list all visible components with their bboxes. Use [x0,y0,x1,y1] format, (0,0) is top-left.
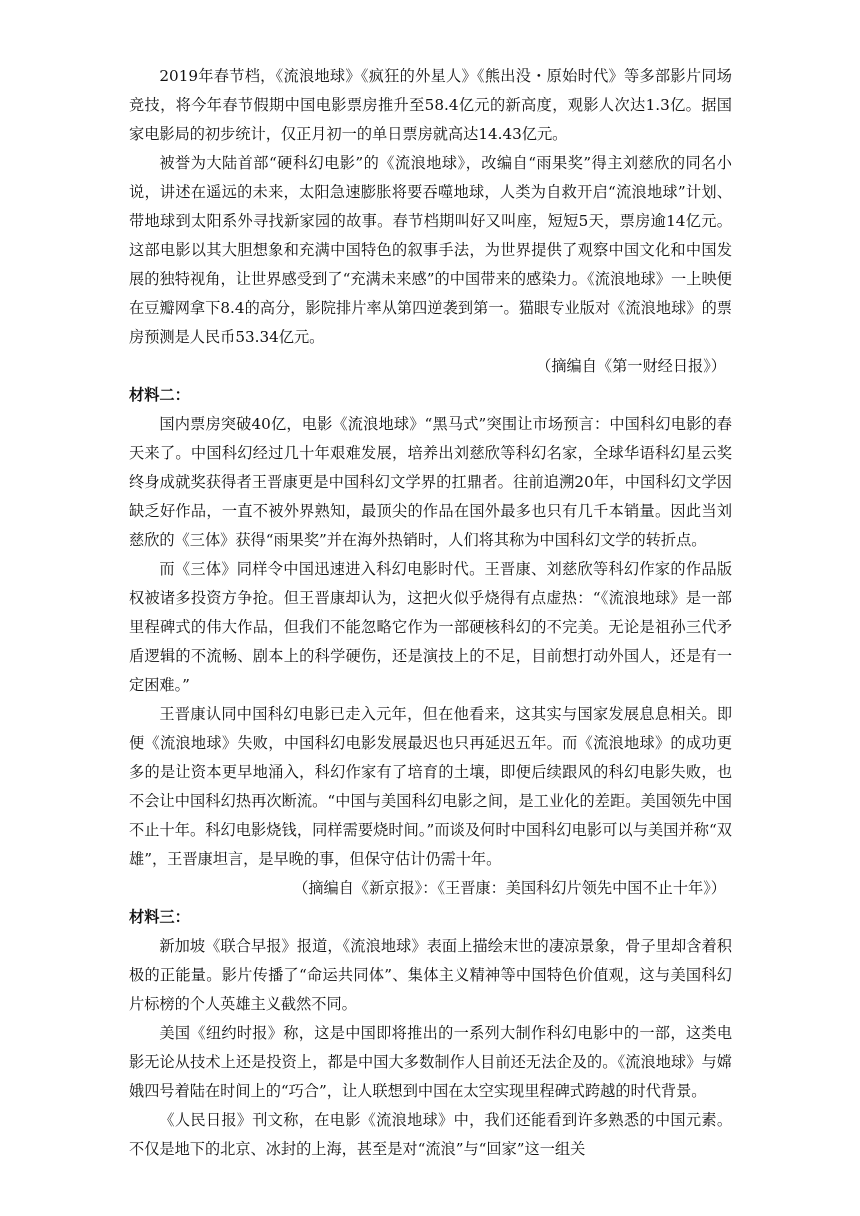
source-citation: （摘编自《第一财经日报》） [536,357,726,375]
document-body [129,62,732,1164]
paragraph: 国内票房突破40亿，电影《流浪地球》“黑马式”突围让市场预言：中国科幻电影的春天来了。中国科幻经过几十年艰难发展，培养出刘慈欣等科幻名家，全球华语科幻星云奖终身成就奖获得者王晋康更是中国科幻文学界的扛鼎者。往前追溯20年，中国科幻文学因缺乏好作品，一直不被外界熟知，最顶尖的作品在国外最多也只有几千本销量。因此当刘慈欣的《三体》获得“雨果奖”并在海外热销时，人们将其称为中国科幻文学的转折点。 [129,415,732,549]
paragraph: 而《三体》同样令中国迅速进入科幻电影时代。王晋康、刘慈欣等科幻作家的作品版权被诸多投资方争抢。但王晋康却认为，这把火似乎烧得有点虚热：“《流浪地球》是一部里程碑式的伟大作品，但我们不能忽略它作为一部硬核科幻的不完美。无论是祖孙三代矛盾逻辑的不流畅、剧本上的科学硬伤，还是演技上的不足，目前想打动外国人，还是有一定困难。” [129,560,732,694]
paragraph: 新加坡《联合早报》报道，《流浪地球》表面上描绘末世的凄凉景象，骨子里却含着积极的正能量。影片传播了“命运共同体”、集体主义精神等中国特色价值观，这与美国科幻片标榜的个人英雄主义截然不同。 [129,937,732,1013]
paragraph: 《人民日报》刊文称，在电影《流浪地球》中，我们还能看到许多熟悉的中国元素。不仅是地下的北京、冰封的上海，甚至是对“流浪”与“回家”这一组关 [129,1111,732,1158]
section-material-1 [129,62,732,381]
section-heading: 材料三： [129,908,190,926]
section-heading: 材料二： [129,386,190,404]
paragraph: 王晋康认同中国科幻电影已走入元年，但在他看来，这其实与国家发展息息相关。即便《流浪地球》失败，中国科幻电影发展最迟也只再延迟五年。而《流浪地球》的成功更多的是让资本更早地涌入，科幻作家有了培育的土壤，即便后续跟风的科幻电影失败，也不会让中国科幻热再次断流。“中国与美国科幻电影之间，是工业化的差距。美国领先中国不止十年。科幻电影烧钱，同样需要烧时间。”而谈及何时中国科幻电影可以与美国并称“双雄”，王晋康坦言，是早晚的事，但保守估计仍需十年。 [129,705,732,868]
paragraph: 2019年春节档，《流浪地球》《疯狂的外星人》《熊出没・原始时代》等多部影片同场竞技，将今年春节假期中国电影票房推升至58.4亿元的新高度，观影人次达1.3亿。据国家电影局的初步统计，仅正月初一的单日票房就高达14.43亿元。 [129,67,732,143]
paragraph: 美国《纽约时报》称，这是中国即将推出的一系列大制作科幻电影中的一部，这类电影无论从技术上还是投资上，都是中国大多数制作人目前还无法企及的。《流浪地球》与嫦娥四号着陆在时间上的“巧合”，让人联想到中国在太空实现里程碑式跨越的时代背景。 [129,1024,732,1100]
section-material-2 [129,381,732,903]
source-citation: （摘编自《新京报》：《王晋康：美国科幻片领先中国不止十年》） [293,879,726,897]
paragraph: 被誉为大陆首部“硬科幻电影”的《流浪地球》，改编自“雨果奖”得主刘慈欣的同名小说，讲述在遥远的未来，太阳急速膨胀将要吞噬地球，人类为自救开启“流浪地球”计划、带地球到太阳系外寻找新家园的故事。春节档期叫好又叫座，短短5天，票房逾14亿元。这部电影以其大胆想象和充满中国特色的叙事手法，为世界提供了观察中国文化和中国发展的独特视角，让世界感受到了“充满未来感”的中国带来的感染力。《流浪地球》一上映便在豆瓣网拿下8.4的高分，影院排片率从第四逆袭到第一。猫眼专业版对《流浪地球》的票房预测是人民币53.34亿元。 [129,154,732,346]
section-material-3 [129,903,732,1164]
